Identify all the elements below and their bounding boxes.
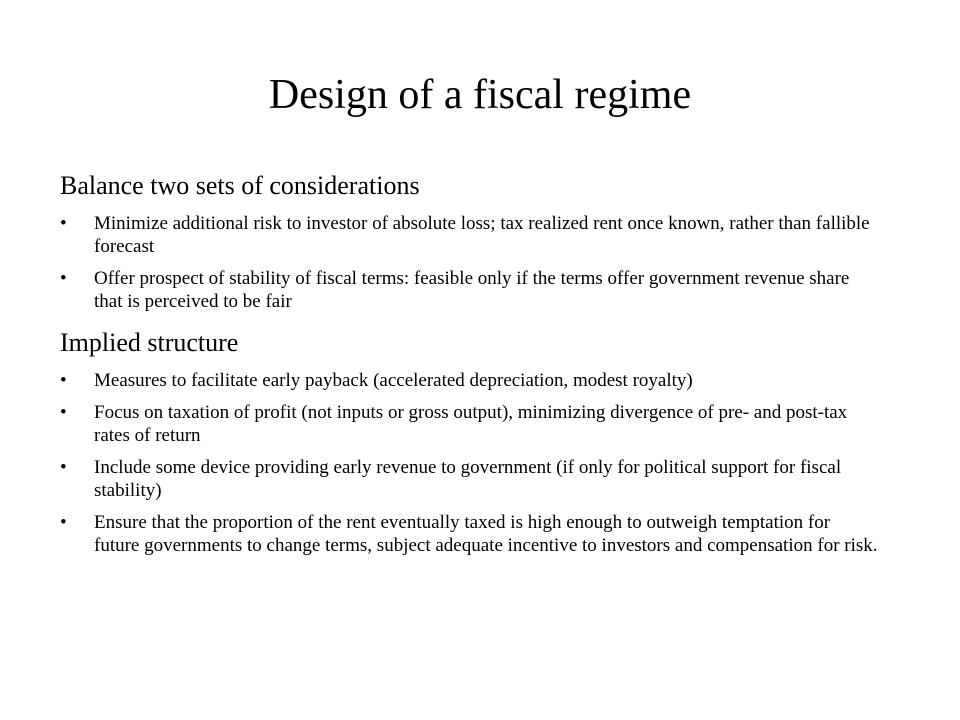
bullet-icon: • (60, 512, 67, 533)
list-item (60, 511, 880, 557)
slide-title: Design of a fiscal regime (268, 72, 692, 118)
list-item (60, 267, 880, 313)
implied-structure-list (60, 369, 880, 557)
list-item (60, 369, 880, 392)
bullet-icon: • (60, 268, 67, 289)
bullet-icon: • (60, 402, 67, 423)
slide-content (60, 170, 880, 566)
list-item-text: Offer prospect of stability of fiscal terms: feasible only if the terms offer government revenue share that is perceived to be fair (94, 268, 850, 312)
list-item-text: Minimize additional risk to investor of absolute loss; tax realized rent once known, rather than fallible forecast (94, 213, 870, 257)
list-item (60, 456, 880, 502)
list-item (60, 401, 880, 447)
section-heading-considerations: Balance two sets of considerations (60, 171, 420, 200)
bullet-icon: • (60, 457, 67, 478)
list-item (60, 212, 880, 258)
section-heading-implied-structure: Implied structure (60, 328, 239, 357)
considerations-list (60, 212, 880, 313)
list-item-text: Measures to facilitate early payback (accelerated depreciation, modest royalty) (94, 370, 693, 391)
list-item-text: Ensure that the proportion of the rent eventually taxed is high enough to outweigh temptation for future governments to change terms, subject adequate incentive to investors and compensation for risk. (94, 512, 878, 556)
bullet-icon: • (60, 213, 67, 234)
list-item-text: Focus on taxation of profit (not inputs or gross output), minimizing divergence of pre- and post-tax rates of return (94, 402, 848, 446)
bullet-icon: • (60, 370, 67, 391)
list-item-text: Include some device providing early revenue to government (if only for political support for fiscal stability) (94, 457, 842, 501)
